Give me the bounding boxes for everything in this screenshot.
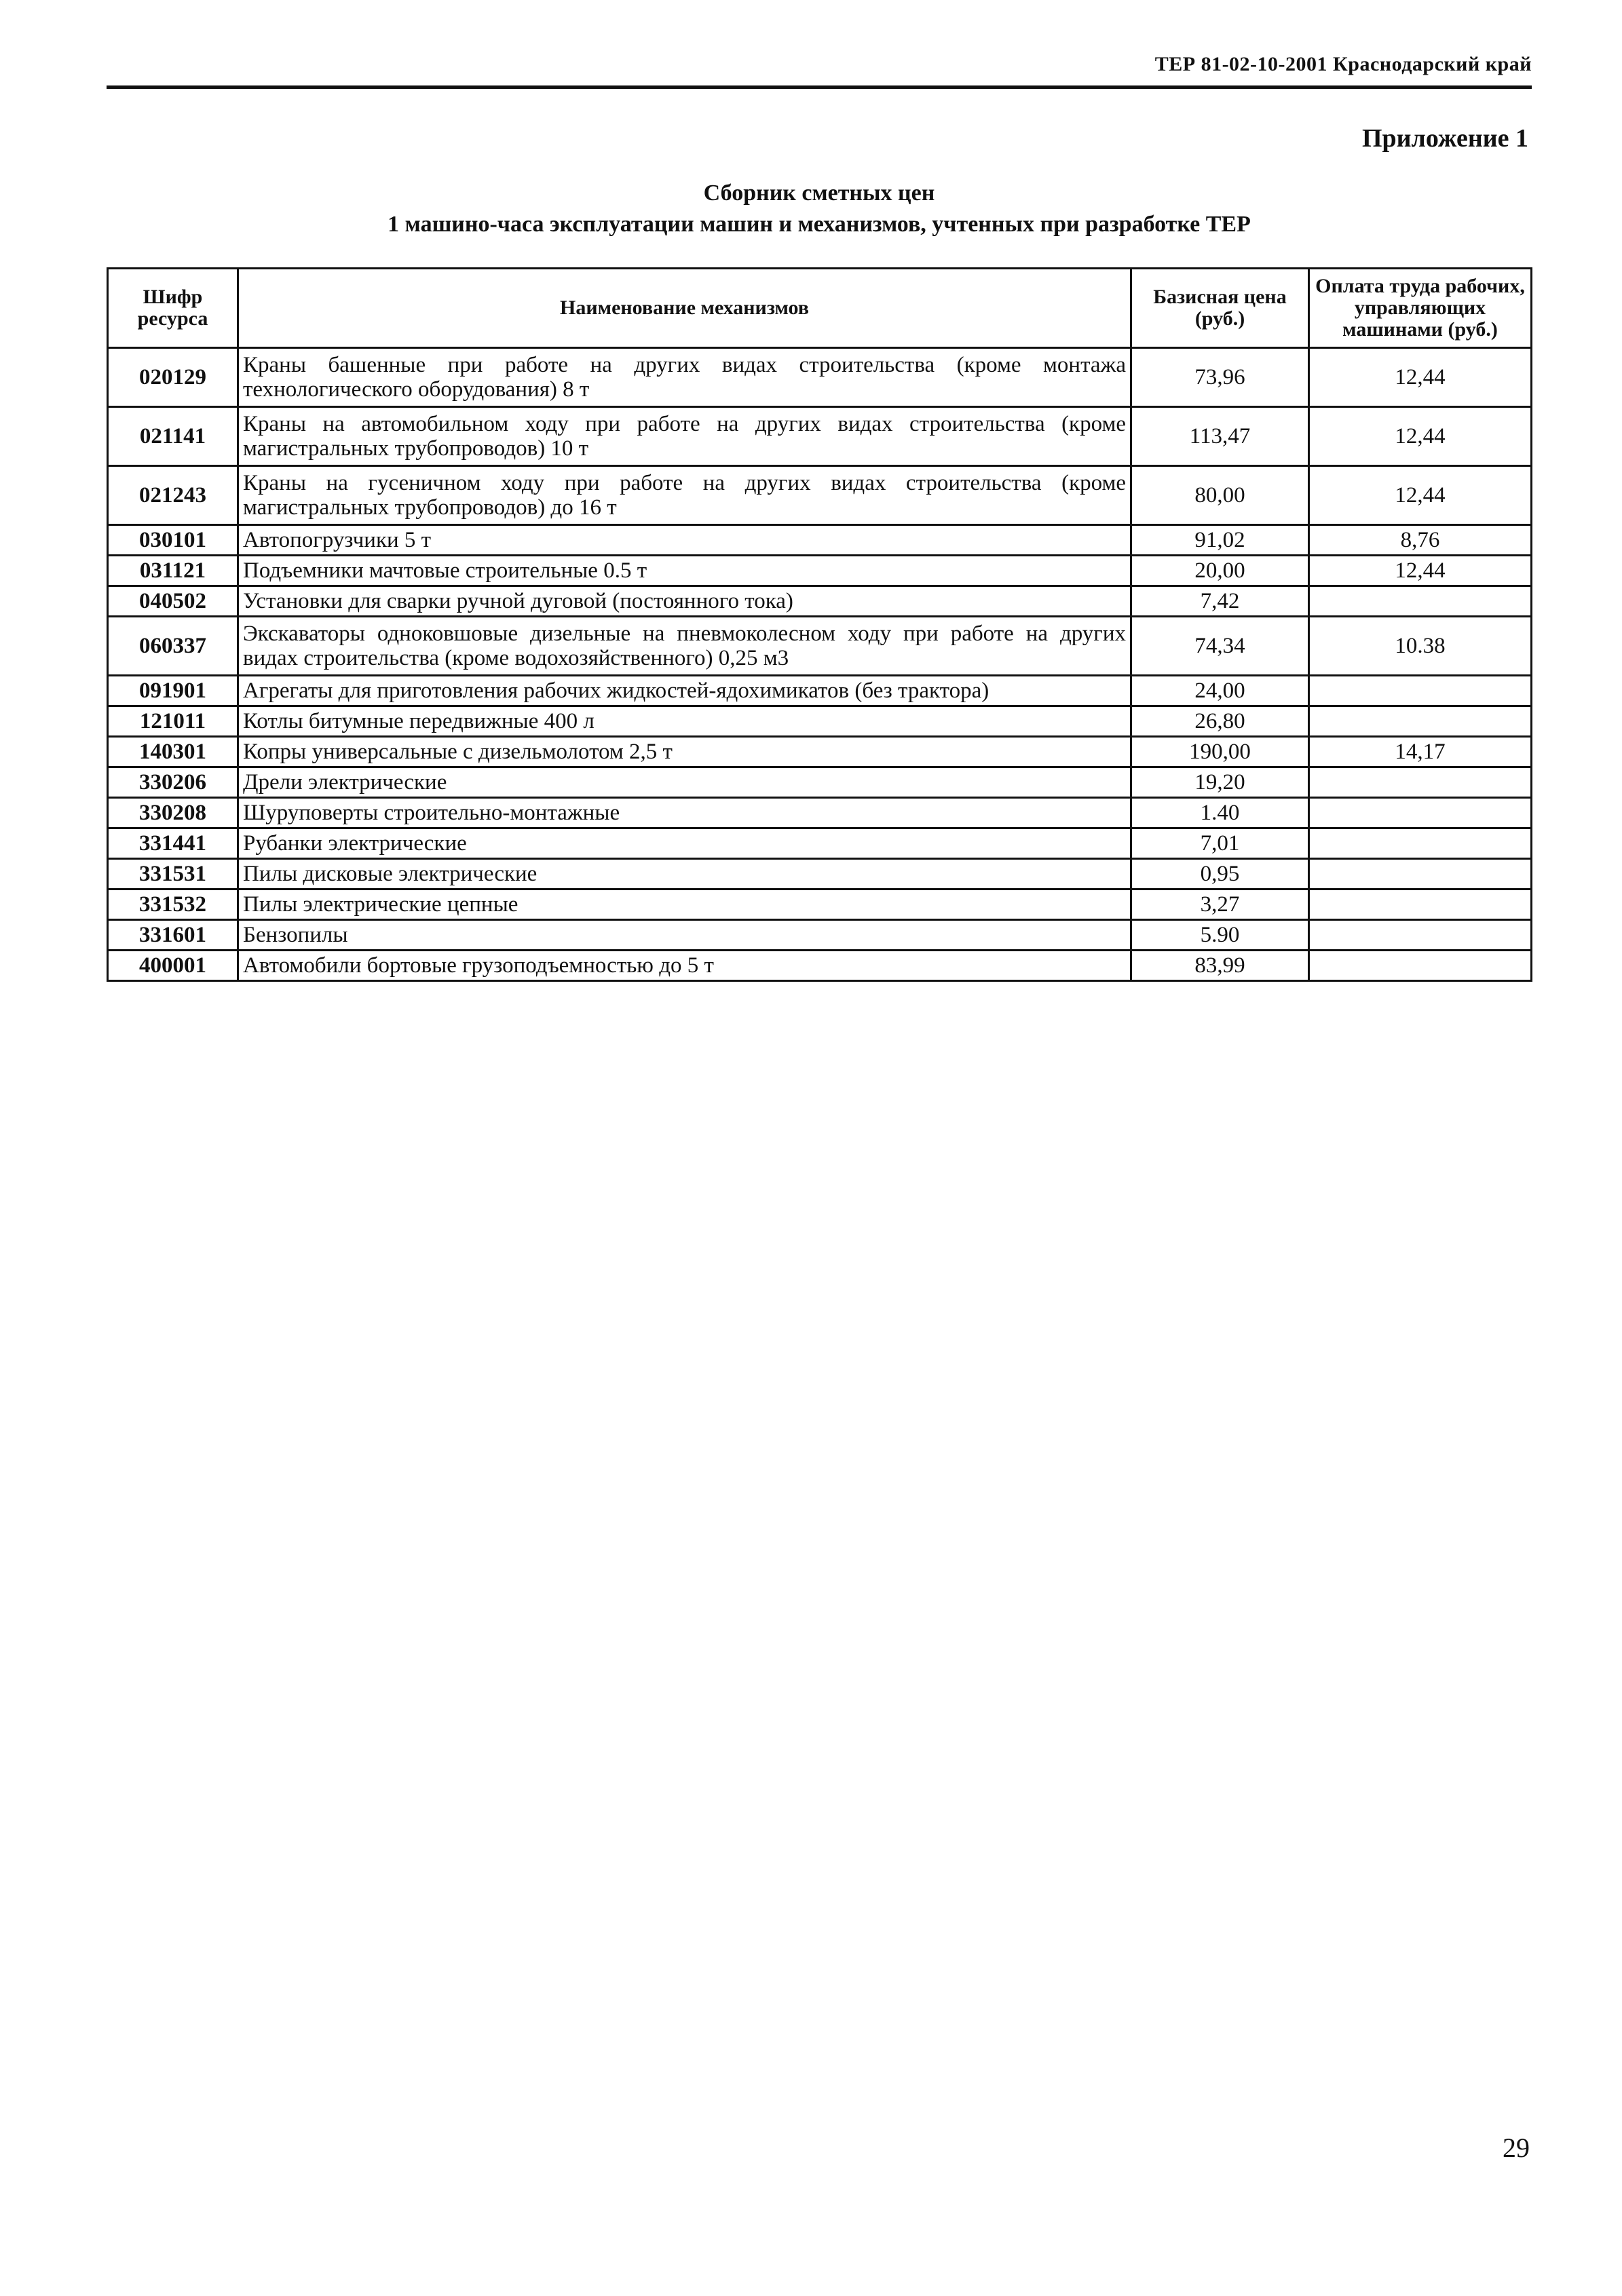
- resource-code: 121011: [108, 706, 238, 737]
- machine-name: Краны башенные при работе на других видах строительства (кроме монтажа технологического оборудования) 8 т: [238, 348, 1131, 407]
- base-price: 113,47: [1131, 407, 1309, 466]
- resource-code: 331532: [108, 889, 238, 920]
- base-price: 74,34: [1131, 617, 1309, 676]
- resource-code: 331441: [108, 828, 238, 859]
- table-row: [108, 737, 1532, 767]
- table-row: [108, 859, 1532, 889]
- table-row: [108, 706, 1532, 737]
- labor-cost: [1309, 889, 1532, 920]
- table-row: [108, 586, 1532, 617]
- base-price: 0,95: [1131, 859, 1309, 889]
- base-price: 80,00: [1131, 466, 1309, 525]
- table-row: [108, 920, 1532, 951]
- document-title: [107, 178, 1532, 240]
- base-price: 24,00: [1131, 676, 1309, 706]
- labor-cost: 12,44: [1309, 556, 1532, 586]
- labor-cost: [1309, 828, 1532, 859]
- labor-cost: 8,76: [1309, 525, 1532, 556]
- machine-name: Агрегаты для приготовления рабочих жидкостей-ядохимикатов (без трактора): [238, 676, 1131, 706]
- header-rule: [107, 85, 1532, 89]
- labor-cost: 10.38: [1309, 617, 1532, 676]
- labor-cost: [1309, 676, 1532, 706]
- base-price: 1.40: [1131, 798, 1309, 828]
- labor-cost: [1309, 798, 1532, 828]
- page-number: 29: [1503, 2132, 1530, 2163]
- resource-code: 400001: [108, 951, 238, 981]
- machine-name: Экскаваторы одноковшовые дизельные на пневмоколесном ходу при работе на других видах строительства (кроме водохозяйственного) 0,25 м3: [238, 617, 1131, 676]
- machine-name: Рубанки электрические: [238, 828, 1131, 859]
- machine-name: Бензопилы: [238, 920, 1131, 951]
- base-price: 73,96: [1131, 348, 1309, 407]
- base-price: 20,00: [1131, 556, 1309, 586]
- column-header-code: Шифр ресурса: [108, 269, 238, 348]
- table-row: [108, 889, 1532, 920]
- machine-name: Пилы электрические цепные: [238, 889, 1131, 920]
- base-price: 83,99: [1131, 951, 1309, 981]
- column-header-labor: Оплата труда рабочих, управляющих машинами (руб.): [1309, 269, 1532, 348]
- table-row: [108, 348, 1532, 407]
- resource-code: 331531: [108, 859, 238, 889]
- base-price: 19,20: [1131, 767, 1309, 798]
- resource-code: 020129: [108, 348, 238, 407]
- table-row: [108, 767, 1532, 798]
- table-row: [108, 407, 1532, 466]
- machine-name: Копры универсальные с дизельмолотом 2,5 т: [238, 737, 1131, 767]
- resource-code: 030101: [108, 525, 238, 556]
- machine-name: Краны на автомобильном ходу при работе на других видах строительства (кроме магистральных трубопроводов) 10 т: [238, 407, 1131, 466]
- resource-code: 021243: [108, 466, 238, 525]
- machine-name: Дрели электрические: [238, 767, 1131, 798]
- appendix-label: Приложение 1: [1361, 124, 1528, 153]
- labor-cost: [1309, 859, 1532, 889]
- table-row: [108, 525, 1532, 556]
- resource-code: 031121: [108, 556, 238, 586]
- base-price: 190,00: [1131, 737, 1309, 767]
- table-row: [108, 951, 1532, 981]
- machine-name: Подъемники мачтовые строительные 0.5 т: [238, 556, 1131, 586]
- resource-code: 330208: [108, 798, 238, 828]
- table-header-row: [108, 269, 1532, 348]
- table-row: [108, 556, 1532, 586]
- machine-name: Пилы дисковые электрические: [238, 859, 1131, 889]
- labor-cost: [1309, 951, 1532, 981]
- table-row: [108, 617, 1532, 676]
- machine-name: Автопогрузчики 5 т: [238, 525, 1131, 556]
- base-price: 7,01: [1131, 828, 1309, 859]
- labor-cost: 12,44: [1309, 466, 1532, 525]
- column-header-price: Базисная цена (руб.): [1131, 269, 1309, 348]
- resource-code: 040502: [108, 586, 238, 617]
- base-price: 5.90: [1131, 920, 1309, 951]
- base-price: 26,80: [1131, 706, 1309, 737]
- labor-cost: [1309, 586, 1532, 617]
- machine-name: Автомобили бортовые грузоподъемностью до 5 т: [238, 951, 1131, 981]
- labor-cost: [1309, 767, 1532, 798]
- resource-code: 331601: [108, 920, 238, 951]
- document-header: ТЕР 81-02-10-2001 Краснодарский край: [1154, 53, 1532, 75]
- table-row: [108, 676, 1532, 706]
- machine-price-table: [107, 267, 1532, 982]
- title-line-2: 1 машино-часа эксплуатации машин и механизмов, учтенных при разработке ТЕР: [388, 212, 1251, 237]
- base-price: 7,42: [1131, 586, 1309, 617]
- labor-cost: 12,44: [1309, 348, 1532, 407]
- table-row: [108, 466, 1532, 525]
- resource-code: 330206: [108, 767, 238, 798]
- table-row: [108, 798, 1532, 828]
- labor-cost: 12,44: [1309, 407, 1532, 466]
- resource-code: 140301: [108, 737, 238, 767]
- column-header-name: Наименование механизмов: [238, 269, 1131, 348]
- labor-cost: [1309, 920, 1532, 951]
- resource-code: 021141: [108, 407, 238, 466]
- labor-cost: [1309, 706, 1532, 737]
- machine-name: Котлы битумные передвижные 400 л: [238, 706, 1131, 737]
- base-price: 3,27: [1131, 889, 1309, 920]
- table-row: [108, 828, 1532, 859]
- machine-name: Краны на гусеничном ходу при работе на других видах строительства (кроме магистральных трубопроводов) до 16 т: [238, 466, 1131, 525]
- title-line-1: Сборник сметных цен: [703, 180, 935, 206]
- machine-name: Установки для сварки ручной дуговой (постоянного тока): [238, 586, 1131, 617]
- resource-code: 060337: [108, 617, 238, 676]
- machine-name: Шуруповерты строительно-монтажные: [238, 798, 1131, 828]
- labor-cost: 14,17: [1309, 737, 1532, 767]
- base-price: 91,02: [1131, 525, 1309, 556]
- resource-code: 091901: [108, 676, 238, 706]
